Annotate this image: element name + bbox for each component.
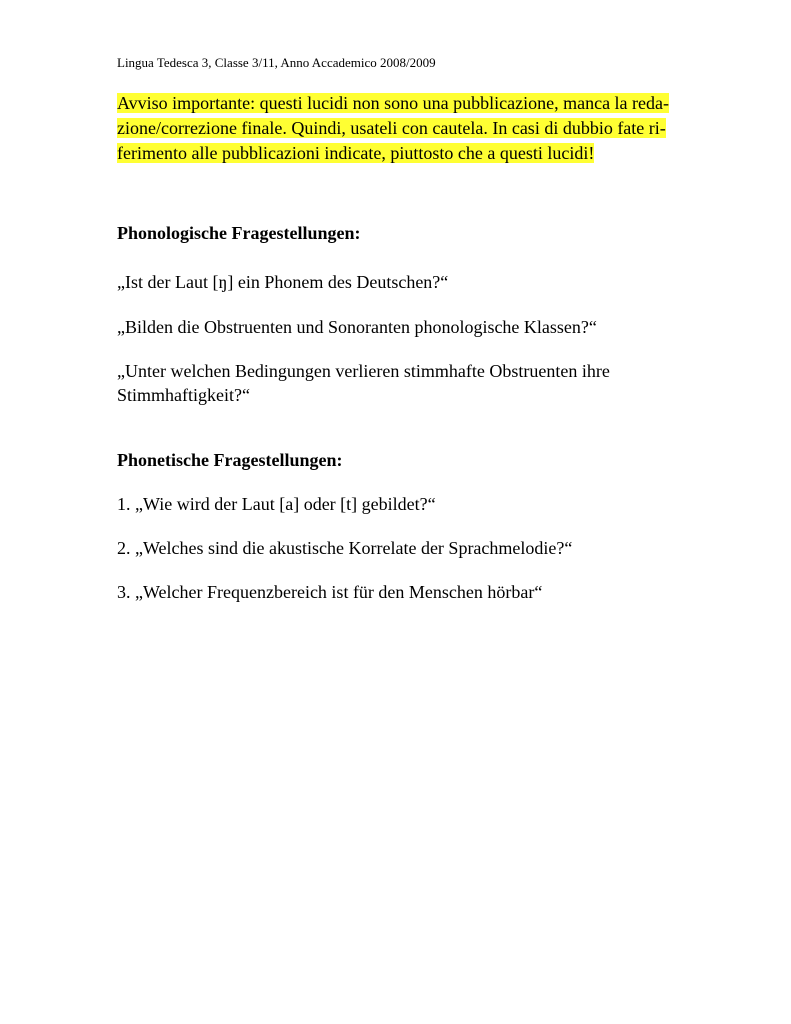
- phonological-question: [117, 315, 677, 339]
- notice-paragraph: [117, 91, 677, 166]
- phonological-question: [117, 359, 677, 407]
- phonetic-question: [117, 580, 677, 604]
- question-line: „Bilden die Obstruenten und Sonoranten phonologische Klassen?“: [117, 317, 597, 337]
- notice-highlight: zione/correzione finale. Quindi, usateli con cautela. In casi di dubbio fate ri-: [117, 118, 666, 138]
- question-line: Stimmhaftigkeit?“: [117, 385, 250, 405]
- running-header: Lingua Tedesca 3, Classe 3/11, Anno Accademico 2008/2009: [117, 55, 436, 70]
- phonological-heading: Phonologische Fragestellungen:: [117, 223, 361, 243]
- phonetic-question: [117, 492, 677, 516]
- notice-line: [117, 91, 677, 116]
- question-line: 1. „Wie wird der Laut [a] oder [t] gebildet?“: [117, 494, 436, 514]
- phonetic-heading: Phonetische Fragestellungen:: [117, 450, 343, 470]
- question-line: „Unter welchen Bedingungen verlieren stimmhafte Obstruenten ihre: [117, 361, 610, 381]
- notice-highlight: Avviso importante: questi lucidi non sono una pubblicazione, manca la reda-: [117, 93, 670, 113]
- notice-line: [117, 141, 677, 166]
- question-line: 2. „Welches sind die akustische Korrelate der Sprachmelodie?“: [117, 538, 573, 558]
- notice-line: [117, 116, 677, 141]
- phonological-question: [117, 270, 677, 294]
- question-line: 3. „Welcher Frequenzbereich ist für den Menschen hörbar“: [117, 582, 543, 602]
- notice-highlight: ferimento alle pubblicazioni indicate, piuttosto che a questi lucidi!: [117, 143, 595, 163]
- question-line: „Ist der Laut [ŋ] ein Phonem des Deutschen?“: [117, 272, 449, 292]
- phonetic-question: [117, 536, 677, 560]
